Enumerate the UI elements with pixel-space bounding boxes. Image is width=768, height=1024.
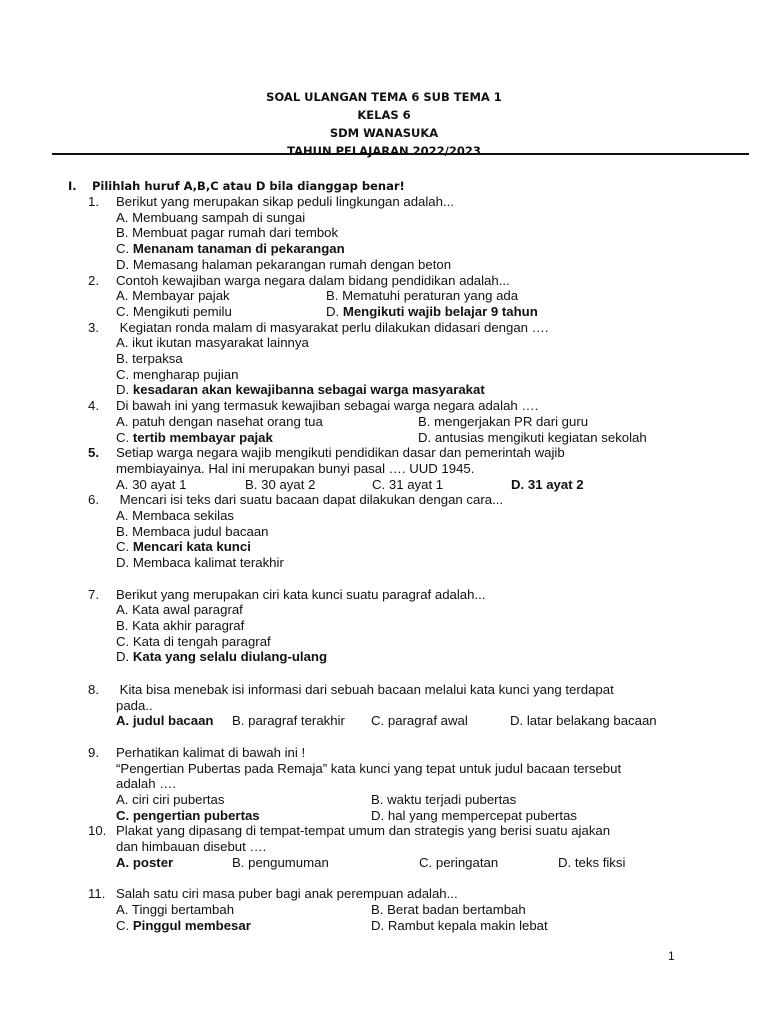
answer-option[interactable]	[116, 634, 271, 650]
option-label: B.	[245, 476, 258, 492]
question-text: Berikut yang merupakan sikap peduli lingkungan adalah...	[116, 194, 454, 209]
option-label: B.	[116, 225, 129, 241]
option-label: D.	[116, 555, 130, 571]
option-label: B.	[232, 713, 245, 729]
question-text: dan himbauan disebut ….	[116, 839, 267, 855]
answer-option[interactable]	[116, 602, 243, 618]
option-text: Menanam tanaman di pekarangan	[132, 241, 345, 257]
question-6	[88, 492, 688, 571]
question-number: 5.	[88, 445, 99, 461]
question-4	[88, 398, 688, 445]
option-row	[116, 367, 688, 383]
option-label: A.	[116, 901, 129, 917]
question-text: membiayainya. Hal ini merupakan bunyi pasal …. UUD 1945.	[116, 460, 475, 476]
question-5	[88, 445, 688, 492]
option-label: C.	[372, 476, 386, 492]
question-number: 10.	[88, 823, 107, 839]
answer-option[interactable]	[371, 808, 577, 824]
section-instruction	[68, 179, 405, 193]
option-row	[116, 414, 688, 430]
answer-option[interactable]	[418, 430, 647, 446]
option-row	[116, 508, 688, 524]
option-text: ikut ikutan masyarakat lainnya	[132, 335, 309, 351]
option-label: B.	[116, 617, 129, 633]
answer-option[interactable]	[510, 713, 657, 729]
option-label: C.	[371, 713, 385, 729]
question-number: 11.	[88, 886, 106, 902]
option-text: latar belakang bacaan	[526, 713, 657, 729]
section-numeral: I.	[68, 179, 77, 193]
academic-year: TAHUN PELAJARAN 2022/2023	[287, 144, 481, 158]
question-7	[88, 587, 688, 666]
answer-option[interactable]	[326, 288, 518, 304]
option-label: A.	[116, 476, 129, 492]
option-text: 31 ayat 1	[388, 476, 444, 492]
option-row	[116, 524, 688, 540]
option-label: A.	[116, 854, 130, 870]
question-text: Contoh kewajiban warga negara dalam bidang pendidikan adalah...	[116, 272, 510, 288]
option-text: mengharap pujian	[132, 366, 239, 382]
option-label: D.	[116, 649, 130, 665]
option-text: Mematuhi peraturan yang ada	[342, 288, 519, 304]
option-text: pengumuman	[248, 854, 329, 870]
question-text: Kegiatan ronda malam di masyarakat perlu dilakukan didasari dengan ….	[116, 319, 549, 335]
option-label: D.	[116, 382, 130, 398]
option-label: C.	[116, 241, 130, 257]
question-9	[88, 745, 688, 824]
answer-option[interactable]	[116, 225, 338, 241]
option-row	[116, 902, 688, 918]
option-label: D.	[116, 256, 130, 272]
option-label: B.	[371, 901, 384, 917]
question-text: Perhatikan kalimat di bawah ini !	[116, 744, 306, 760]
option-row	[116, 792, 688, 808]
option-label: A.	[116, 209, 129, 225]
document-header	[0, 88, 768, 160]
option-text: kesadaran akan kewajibanna sebagai warga masyarakat	[132, 382, 485, 398]
option-text: patuh dengan nasehat orang tua	[132, 413, 323, 429]
answer-option[interactable]	[232, 713, 371, 729]
option-label: A.	[116, 508, 129, 524]
option-text: teks fiksi	[574, 854, 626, 870]
question-number: 9.	[88, 744, 99, 760]
question-number: 2.	[88, 272, 99, 288]
option-text: mengerjakan PR dari guru	[434, 413, 589, 429]
option-row	[116, 241, 688, 257]
option-text: Membaca kalimat terakhir	[132, 555, 284, 571]
option-label: C.	[116, 303, 130, 319]
option-label: A.	[116, 288, 129, 304]
option-text: Membaca sekilas	[132, 508, 235, 524]
answer-option[interactable]	[116, 713, 232, 729]
option-text: Tinggi bertambah	[131, 901, 235, 917]
option-row	[116, 351, 688, 367]
option-label: B.	[232, 854, 245, 870]
answer-option[interactable]	[116, 257, 451, 273]
option-row	[116, 430, 688, 446]
option-label: B.	[418, 413, 431, 429]
option-label: A.	[116, 413, 129, 429]
option-label: A.	[116, 713, 130, 729]
answer-option[interactable]	[116, 539, 251, 555]
answer-option[interactable]	[116, 902, 371, 918]
question-number: 4.	[88, 398, 99, 414]
option-text: paragraf awal	[387, 713, 468, 729]
option-text: Kata awal paragraf	[132, 602, 243, 618]
option-text: Mengikuti pemilu	[132, 303, 232, 319]
question-1	[88, 194, 688, 273]
option-text: Rambut kepala makin lebat	[387, 917, 548, 933]
answer-option[interactable]	[116, 414, 418, 430]
option-label: D.	[510, 713, 524, 729]
option-row	[116, 855, 688, 871]
option-text: 31 ayat 2	[527, 476, 584, 492]
option-text: Membuat pagar rumah dari tembok	[132, 225, 339, 241]
question-number: 1.	[88, 194, 99, 209]
answer-option[interactable]	[116, 618, 244, 634]
option-label: D.	[371, 917, 385, 933]
answer-option[interactable]	[116, 524, 269, 540]
option-row	[116, 210, 688, 226]
answer-option[interactable]	[116, 367, 238, 383]
answer-option[interactable]	[116, 855, 232, 871]
option-text: peringatan	[435, 854, 499, 870]
answer-option[interactable]	[371, 902, 526, 918]
answer-option[interactable]	[419, 855, 558, 871]
option-text: Kata akhir paragraf	[132, 617, 245, 633]
question-list	[88, 194, 688, 933]
question-number: 3.	[88, 319, 99, 335]
question-text: Plakat yang dipasang di tempat-tempat umum dan strategis yang berisi suatu ajakan	[116, 823, 611, 839]
option-row	[116, 382, 688, 398]
exam-title: SOAL ULANGAN TEMA 6 SUB TEMA 1	[266, 90, 502, 104]
question-text: pada..	[116, 697, 153, 713]
option-text: paragraf terakhir	[248, 713, 345, 729]
answer-option[interactable]	[232, 855, 419, 871]
answer-option[interactable]	[116, 792, 371, 808]
option-text: hal yang mempercepat pubertas	[387, 807, 577, 823]
option-label: D.	[418, 429, 432, 445]
option-label: D.	[371, 807, 385, 823]
option-row	[116, 555, 688, 571]
option-text: antusias mengikuti kegiatan sekolah	[434, 429, 647, 445]
option-text: Membayar pajak	[132, 288, 230, 304]
option-label: D.	[558, 854, 572, 870]
option-text: judul bacaan	[132, 713, 214, 729]
question-10	[88, 823, 688, 870]
option-row	[116, 634, 688, 650]
option-row	[116, 918, 688, 934]
answer-option[interactable]	[372, 477, 511, 493]
option-label: B.	[116, 351, 129, 367]
option-row	[116, 649, 688, 665]
answer-option[interactable]	[116, 649, 327, 665]
question-text: Berikut yang merupakan ciri kata kunci suatu paragraf adalah...	[116, 586, 486, 602]
question-text: Kita bisa menebak isi informasi dari sebuah bacaan melalui kata kunci yang terdapat	[116, 682, 614, 698]
option-text: 30 ayat 1	[132, 476, 187, 492]
answer-option[interactable]	[116, 382, 485, 398]
option-row	[116, 288, 688, 304]
question-text: Di bawah ini yang termasuk kewajiban sebagai warga negara adalah ….	[116, 398, 539, 414]
question-11	[88, 886, 688, 933]
question-text: Salah satu ciri masa puber bagi anak perempuan adalah...	[116, 886, 458, 902]
answer-option[interactable]	[116, 555, 284, 571]
option-row	[116, 713, 688, 729]
option-row	[116, 257, 688, 273]
option-row	[116, 602, 688, 618]
answer-option[interactable]	[116, 430, 418, 446]
option-text: pengertian pubertas	[132, 807, 260, 823]
option-label: D.	[511, 476, 525, 492]
answer-option[interactable]	[511, 477, 584, 493]
answer-option[interactable]	[116, 477, 245, 493]
option-text: terpaksa	[132, 351, 183, 367]
question-number: 6.	[88, 492, 99, 508]
option-text: Mencari kata kunci	[132, 539, 251, 555]
option-row	[116, 335, 688, 351]
option-row	[116, 225, 688, 241]
question-text: Mencari isi teks dari suatu bacaan dapat dilakukan dengan cara...	[116, 492, 504, 508]
option-label: C.	[116, 429, 130, 445]
option-row	[116, 304, 688, 320]
option-label: C.	[116, 633, 130, 649]
option-row	[116, 477, 688, 493]
option-text: tertib membayar pajak	[132, 429, 273, 445]
question-text: adalah ….	[116, 776, 177, 792]
option-label: C.	[116, 917, 130, 933]
answer-option[interactable]	[371, 792, 516, 808]
option-text: poster	[132, 854, 174, 870]
option-label: A.	[116, 602, 129, 618]
header-divider	[52, 153, 749, 155]
question-text: Setiap warga negara wajib mengikuti pendidikan dasar dan pemerintah wajib	[116, 445, 565, 461]
option-text: Pinggul membesar	[132, 917, 251, 933]
answer-option[interactable]	[116, 210, 305, 226]
option-label: A.	[116, 791, 129, 807]
option-label: D.	[326, 303, 340, 319]
option-text: ciri ciri pubertas	[132, 791, 225, 807]
option-text: Membuang sampah di sungai	[132, 209, 306, 225]
answer-option[interactable]	[558, 855, 625, 871]
question-text: “Pengertian Pubertas pada Remaja” kata kunci yang tepat untuk judul bacaan tersebut	[116, 760, 622, 776]
answer-option[interactable]	[116, 304, 326, 320]
option-text: waktu terjadi pubertas	[387, 791, 517, 807]
option-label: B.	[116, 523, 129, 539]
option-row	[116, 539, 688, 555]
answer-option[interactable]	[371, 918, 548, 934]
option-label: B.	[371, 791, 384, 807]
question-number: 7.	[88, 586, 99, 602]
option-text: Kata yang selalu diulang-ulang	[132, 649, 328, 665]
option-text: Membaca judul bacaan	[132, 523, 269, 539]
option-text: Berat badan bertambah	[387, 901, 526, 917]
option-text: Kata di tengah paragraf	[132, 633, 271, 649]
question-2	[88, 273, 688, 320]
option-label: C.	[116, 539, 130, 555]
answer-option[interactable]	[326, 304, 538, 320]
answer-option[interactable]	[116, 508, 234, 524]
question-8	[88, 682, 688, 729]
school-name: SDM WANASUKA	[329, 126, 439, 140]
answer-option[interactable]	[116, 351, 183, 367]
class-label: KELAS 6	[357, 108, 411, 122]
option-label: C.	[116, 807, 130, 823]
page-number: 1	[668, 949, 675, 963]
option-label: A.	[116, 335, 129, 351]
answer-option[interactable]	[418, 414, 588, 430]
answer-option[interactable]	[116, 918, 371, 934]
question-3	[88, 320, 688, 399]
instruction-text: Pilihlah huruf A,B,C atau D bila dianggap benar!	[92, 179, 405, 193]
option-label: B.	[326, 288, 339, 304]
answer-option[interactable]	[116, 288, 326, 304]
answer-option[interactable]	[371, 713, 510, 729]
option-label: C.	[116, 366, 130, 382]
answer-option[interactable]	[116, 241, 345, 257]
question-number: 8.	[88, 682, 99, 698]
answer-option[interactable]	[116, 335, 309, 351]
option-row	[116, 618, 688, 634]
option-label: C.	[419, 854, 433, 870]
option-text: 30 ayat 2	[261, 476, 316, 492]
answer-option[interactable]	[116, 808, 371, 824]
option-text: Memasang halaman pekarangan rumah dengan beton	[132, 256, 452, 272]
answer-option[interactable]	[245, 477, 372, 493]
option-row	[116, 808, 688, 824]
option-text: Mengikuti wajib belajar 9 tahun	[342, 303, 538, 319]
